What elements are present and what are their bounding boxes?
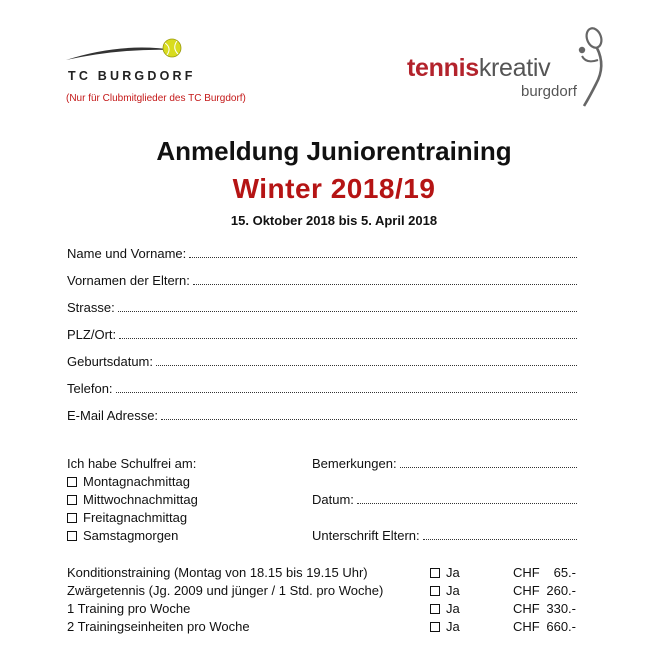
club-note: (Nur für Clubmitglieder des TC Burgdorf) — [66, 93, 246, 104]
fill-line — [156, 354, 577, 366]
field-zip-city[interactable] — [67, 327, 577, 345]
option-mittwoch[interactable] — [67, 492, 198, 507]
tenniskreativ-logo-text — [407, 54, 550, 83]
fill-line — [116, 381, 577, 393]
checkbox-icon[interactable] — [430, 622, 440, 632]
field-label: Geburtsdatum: — [67, 354, 153, 369]
offer-amount: 330.- — [546, 601, 576, 616]
field-name[interactable] — [67, 246, 577, 264]
date-range: 15. Oktober 2018 bis 5. April 2018 — [230, 213, 438, 228]
field-label: PLZ/Ort: — [67, 327, 117, 342]
fill-line — [193, 273, 577, 285]
checkbox-icon[interactable] — [67, 531, 77, 541]
checkbox-icon[interactable] — [67, 495, 77, 505]
offer-choice[interactable]: Ja — [430, 583, 460, 598]
field-street[interactable] — [67, 300, 577, 318]
fill-line — [161, 408, 577, 420]
tc-burgdorf-swoosh-logo — [62, 34, 192, 70]
offer-amount: 660.- — [546, 619, 576, 634]
offer-currency: CHF — [513, 601, 540, 616]
offer-label: Zwärgetennis (Jg. 2009 und jünger / 1 Std. pro Woche) — [67, 583, 384, 598]
offer-currency: CHF — [513, 583, 540, 598]
checkbox-icon[interactable] — [430, 586, 440, 596]
checkbox-icon[interactable] — [67, 513, 77, 523]
offer-currency: CHF — [513, 619, 540, 634]
logo-sub-burgdorf: burgdorf — [521, 83, 577, 100]
offer-amount: 260.- — [546, 583, 576, 598]
field-label: Vornamen der Eltern: — [67, 273, 190, 288]
offer-currency: CHF — [513, 565, 540, 580]
field-label: Name und Vorname: — [67, 246, 187, 261]
field-label: E-Mail Adresse: — [67, 408, 159, 423]
option-montag[interactable] — [67, 474, 190, 489]
logo-part-kreativ: kreativ — [478, 54, 551, 82]
field-phone[interactable] — [67, 381, 577, 399]
fill-line — [423, 528, 577, 540]
tennis-player-figure-icon — [572, 26, 612, 110]
logo-part-tennis: tennis — [407, 54, 479, 82]
fill-line — [357, 492, 577, 504]
offer-label: 1 Training pro Woche — [67, 601, 191, 616]
option-label: Mittwochnachmittag — [83, 492, 198, 507]
field-birthdate[interactable] — [67, 354, 577, 372]
offer-choice[interactable]: Ja — [430, 619, 460, 634]
field-label: Datum: — [312, 492, 354, 507]
option-label: Montagnachmittag — [83, 474, 190, 489]
option-label: Samstagmorgen — [83, 528, 179, 543]
club-name: TC BURGDORF — [68, 69, 196, 83]
offer-choice[interactable]: Ja — [430, 601, 460, 616]
schulfrei-label: Ich habe Schulfrei am: — [67, 456, 197, 471]
field-label: Unterschrift Eltern: — [312, 528, 420, 543]
field-signature[interactable] — [312, 528, 577, 546]
season-title: Winter 2018/19 — [232, 173, 436, 204]
option-samstag[interactable] — [67, 528, 178, 543]
field-remarks[interactable] — [312, 456, 577, 474]
checkbox-icon[interactable] — [67, 477, 77, 487]
fill-line — [189, 246, 577, 258]
form-title: Anmeldung Juniorentraining — [156, 136, 512, 166]
field-email[interactable] — [67, 408, 577, 426]
fill-line — [400, 456, 577, 468]
option-freitag[interactable] — [67, 510, 187, 525]
fill-line — [119, 327, 577, 339]
offer-label: Konditionstraining (Montag von 18.15 bis 19.15 Uhr) — [67, 565, 368, 580]
field-parents[interactable] — [67, 273, 577, 291]
option-label: Freitagnachmittag — [83, 510, 188, 525]
field-date[interactable] — [312, 492, 577, 510]
field-label: Telefon: — [67, 381, 113, 396]
field-label: Bemerkungen: — [312, 456, 397, 471]
fill-line — [118, 300, 577, 312]
offer-amount: 65.- — [553, 565, 576, 580]
checkbox-icon[interactable] — [430, 568, 440, 578]
offer-choice[interactable]: Ja — [430, 565, 460, 580]
checkbox-icon[interactable] — [430, 604, 440, 614]
offer-label: 2 Trainingseinheiten pro Woche — [67, 619, 250, 634]
field-label: Strasse: — [67, 300, 115, 315]
